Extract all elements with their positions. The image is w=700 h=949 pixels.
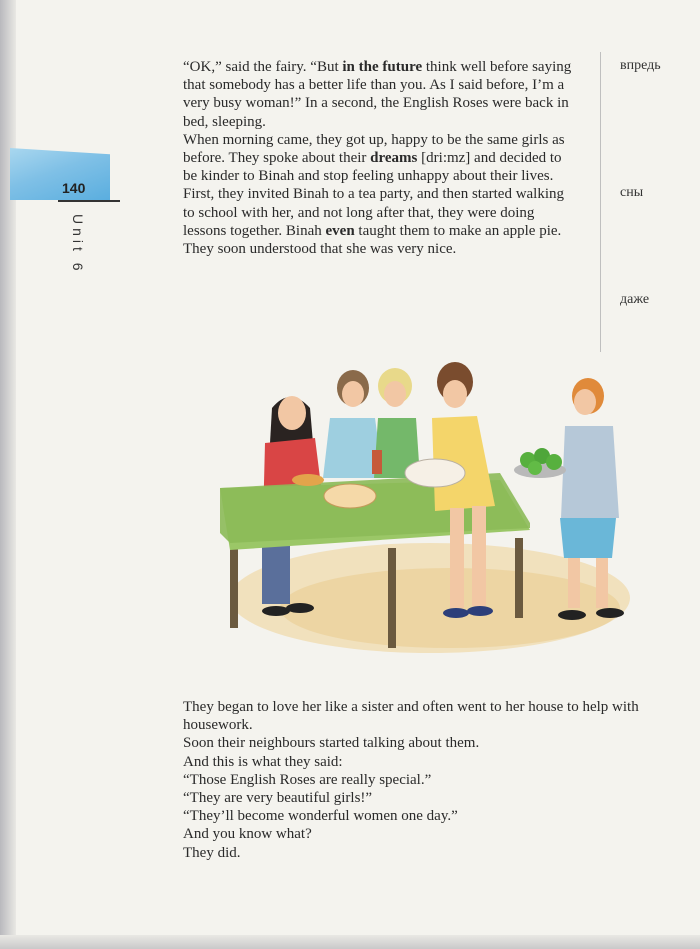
ending-line: “They are very beautiful girls!” <box>183 790 373 807</box>
page-number: 140 <box>62 180 86 196</box>
story-text-run: “OK,” said the fairy. “But <box>183 59 343 75</box>
glossary-item: даже <box>620 292 650 307</box>
story-text-run: [dri:mz] and decided to be kinder to Binah and stop feeling unhappy about their lives. <box>183 150 562 185</box>
highlighted-word: dreams <box>370 150 418 167</box>
story-paragraph-1 <box>183 58 573 131</box>
story-text-run: When morning came, they got up, happy to be the same girls as before. They spoke about their <box>183 131 565 167</box>
ending-line: They did. <box>183 844 241 861</box>
tea-party-illustration <box>210 358 660 680</box>
page-bottom-edge <box>0 935 700 949</box>
ending-line: They began to love her like a sister and often went to her house to help with housework. <box>183 699 639 734</box>
highlighted-phrase: in the future <box>342 59 423 75</box>
story-text-run: taught them to make an apple pie. They soon understood that she was very nice. <box>183 222 562 258</box>
story-text <box>183 58 573 258</box>
story-text-run: First, they invited Binah to a tea party, and then started walking to school with her, and not long after that, they were doing lessons together. Binah <box>183 186 565 239</box>
ending-line: And this is what they said: <box>183 753 343 770</box>
ending-line: “Those English Roses are really special.” <box>183 771 432 788</box>
ending-line: And you know what? <box>183 826 312 843</box>
ending-line: Soon their neighbours started talking about them. <box>183 735 480 752</box>
ending-line: “They’ll become wonderful women one day.” <box>183 808 458 825</box>
story-paragraph-2 <box>183 131 573 186</box>
glossary-item: впредь <box>620 58 661 73</box>
glossary-divider <box>600 52 601 352</box>
story-text-run: think well before saying that somebody has a better life than you. As I said before, I’m a very busy woman!” In a second, the English Roses were back in bed, sleeping. <box>183 59 572 130</box>
highlighted-word: even <box>325 222 355 239</box>
page-number-rule <box>58 200 120 202</box>
story-paragraph-3 <box>183 185 573 258</box>
unit-label: Unit 6 <box>70 214 86 275</box>
unit-tab-banner <box>10 148 110 200</box>
story-ending <box>183 698 688 862</box>
page-binding-shadow <box>0 0 16 949</box>
glossary-item: сны <box>620 185 644 200</box>
